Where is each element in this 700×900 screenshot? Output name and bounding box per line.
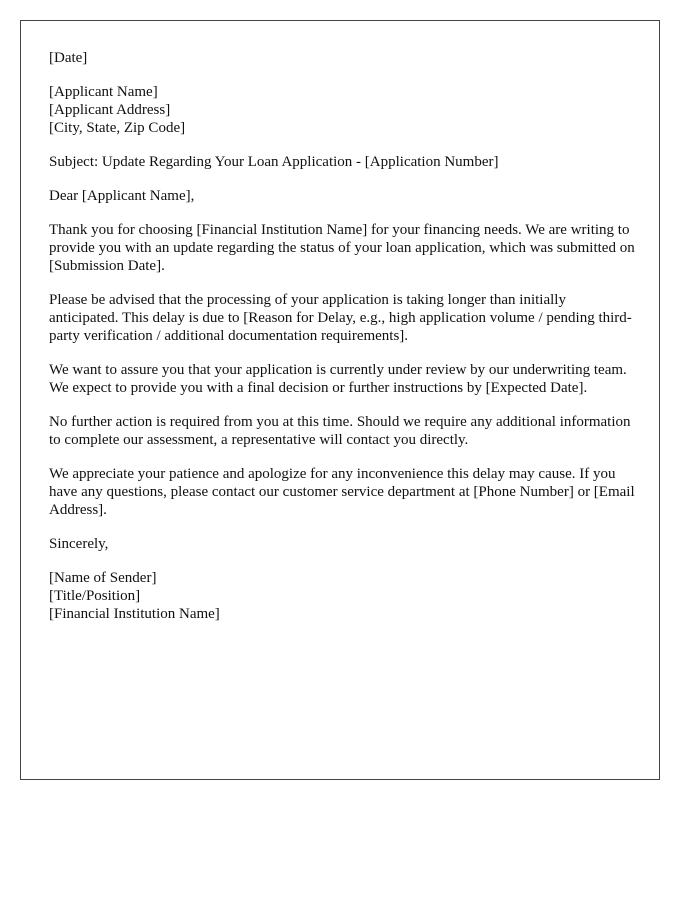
letter-date — [49, 49, 639, 67]
recipient-address: [Applicant Address] — [49, 102, 171, 118]
recipient-name: [Applicant Name] — [49, 84, 158, 100]
body-paragraph-3: We want to assure you that your application is currently under review by our underwriting team. We expect to provide you with a final decision or further instructions by [Expected Date]. — [49, 362, 627, 396]
sender-title: [Title/Position] — [49, 588, 141, 604]
closing — [49, 535, 639, 553]
recipient-address-block — [49, 83, 639, 137]
body-paragraph-5: We appreciate your patience and apologize for any inconvenience this delay may cause. If you have any questions, please contact our customer service department at [Phone Number] or [Email Address]. — [49, 466, 635, 518]
sender-institution: [Financial Institution Name] — [49, 606, 220, 622]
sender-name: [Name of Sender] — [49, 570, 157, 586]
salutation — [49, 187, 639, 205]
subject-line — [49, 153, 639, 171]
body-paragraph-2: Please be advised that the processing of your application is taking longer than initially anticipated. This delay is due to [Reason for Delay, e.g., high application volume / pending third-party verification / additional documentation requirements]. — [49, 292, 632, 344]
signature-block — [49, 569, 639, 623]
body-paragraph-4: No further action is required from you at this time. Should we require any additional information to complete our assessment, a representative will contact you directly. — [49, 414, 631, 448]
date-text: [Date] — [49, 50, 88, 66]
body-paragraph-1: Thank you for choosing [Financial Institution Name] for your financing needs. We are writing to provide you with an update regarding the status of your loan application, which was submitted on [Submission Date]. — [49, 222, 635, 274]
closing-text: Sincerely, — [49, 536, 109, 552]
letter-page — [20, 20, 660, 780]
recipient-city-state-zip: [City, State, Zip Code] — [49, 120, 186, 136]
subject-text: Subject: Update Regarding Your Loan Application - [Application Number] — [49, 154, 499, 170]
salutation-text: Dear [Applicant Name], — [49, 188, 195, 204]
